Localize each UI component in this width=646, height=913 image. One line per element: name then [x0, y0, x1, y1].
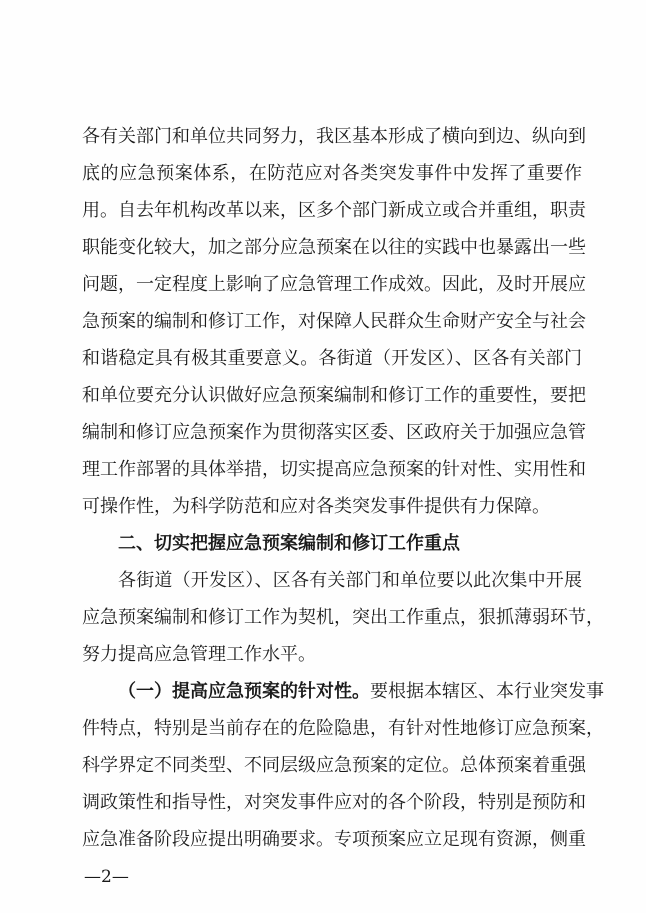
body-text-line: 理工作部署的具体举措，切实提高应急预案的针对性、实用性和: [82, 459, 586, 480]
subsection-title: （一）提高应急预案的针对性。: [118, 681, 370, 702]
body-text-line: 底的应急预案体系，在防范应对各类突发事件中发挥了重要作: [82, 163, 582, 184]
body-text-line: 编制和修订应急预案作为贯彻落实区委、区政府关于加强应急管: [82, 422, 586, 443]
page-number: —2—: [84, 867, 129, 887]
body-text-line: 和谐稳定具有极其重要意义。各街道（开发区）、区各有关部门: [82, 348, 582, 369]
body-text-line: 职能变化较大，加之部分应急预案在以往的实践中也暴露出一些: [82, 237, 586, 258]
section-heading: 二、切实把握应急预案编制和修订工作重点: [118, 533, 460, 554]
body-text-line: 件特点，特别是当前存在的危险隐患，有针对性地修订应急预案，: [82, 718, 604, 739]
body-text-line: 调政策性和指导性，对突发事件应对的各个阶段，特别是预防和: [82, 792, 586, 813]
body-text-line: 努力提高应急管理工作水平。: [82, 644, 316, 665]
body-text-line: 急预案的编制和修订工作，对保障人民群众生命财产安全与社会: [82, 311, 586, 332]
subsection-first-line-text: 要根据本辖区、本行业突发事: [370, 681, 604, 702]
body-text-line: 应急预案编制和修订工作为契机，突出工作重点，狠抓薄弱环节，: [82, 607, 604, 628]
body-text-line: 用。自去年机构改革以来，区多个部门新成立或合并重组，职责: [82, 200, 586, 221]
body-text-line: 科学界定不同类型、不同层级应急预案的定位。总体预案着重强: [82, 755, 586, 776]
body-text-line: 和单位要充分认识做好应急预案编制和修订工作的重要性，要把: [82, 385, 586, 406]
body-text-line: 可操作性，为科学防范和应对各类突发事件提供有力保障。: [82, 496, 550, 517]
subsection-first-line: [118, 681, 604, 703]
body-text-line: 各街道（开发区）、区各有关部门和单位要以此次集中开展: [118, 570, 582, 591]
body-text-line: 应急准备阶段应提出明确要求。专项预案应立足现有资源，侧重: [82, 829, 586, 850]
body-text-line: 问题，一定程度上影响了应急管理工作成效。因此，及时开展应: [82, 274, 586, 295]
body-text-line: 各有关部门和单位共同努力，我区基本形成了横向到边、纵向到: [82, 126, 586, 147]
